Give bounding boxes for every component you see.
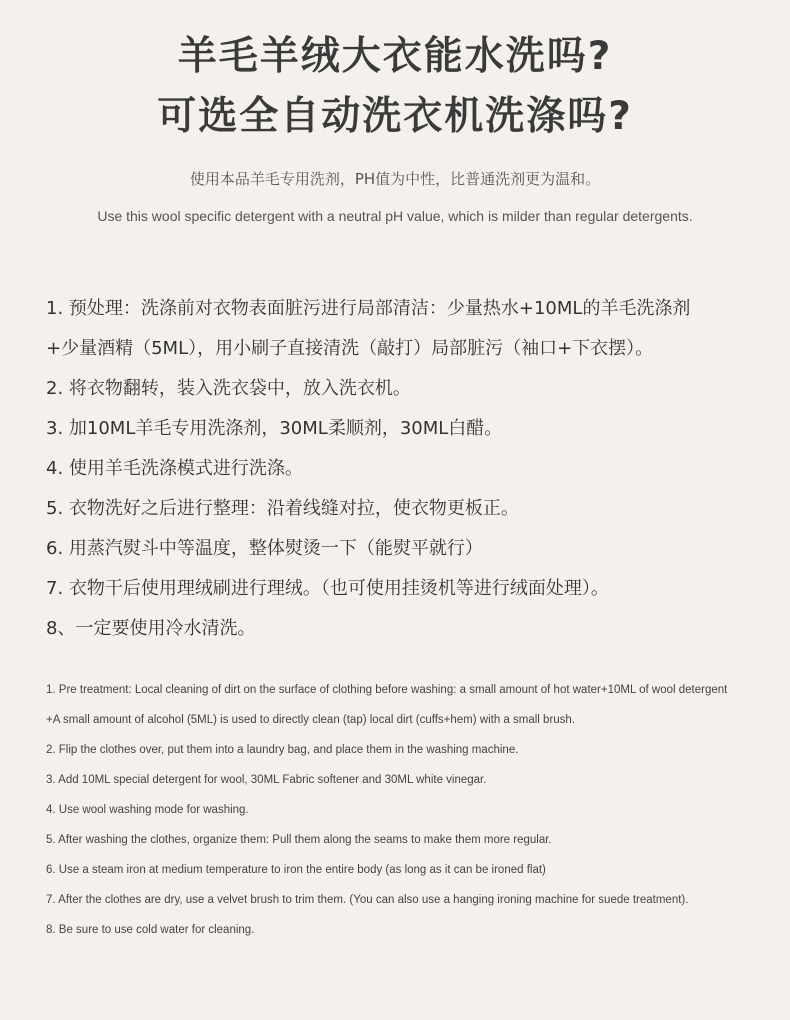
step-en-1: 1. Pre treatment: Local cleaning of dirt on the surface of clothing before washing: a small amount of hot water+10ML of wool detergent [46, 684, 728, 696]
step-cn-8: 8、一定要使用冷水清洗。 [46, 618, 256, 639]
step-en-7: 7. After the clothes are dry, use a velvet brush to trim them. (You can also use a hanging ironing machine for suede treatment). [46, 894, 689, 906]
step-en-6: 6. Use a steam iron at medium temperature to iron the entire body (as long as it can be ironed flat) [46, 864, 546, 876]
subtitle-english: Use this wool specific detergent with a neutral pH value, which is milder than regular detergents. [97, 208, 693, 224]
step-cn-1-continued: +少量酒精（5ML），用小刷子直接清洗（敲打）局部脏污（袖口+下衣摆）。 [46, 338, 654, 359]
step-cn-1: 1. 预处理：洗涤前对衣物表面脏污进行局部清洁：少量热水+10ML的羊毛洗涤剂 [46, 298, 691, 319]
step-cn-7: 7. 衣物干后使用理绒刷进行理绒。（也可使用挂烫机等进行绒面处理）。 [46, 578, 609, 599]
step-cn-6: 6. 用蒸汽熨斗中等温度，整体熨烫一下（能熨平就行） [46, 538, 483, 559]
page-title-line-2: 可选全自动洗衣机洗涤吗? [157, 94, 633, 139]
steps-list-english [46, 683, 751, 953]
step-en-1-continued: +A small amount of alcohol (5ML) is used to directly clean (tap) local dirt (cuffs+hem) with a small brush. [46, 714, 576, 726]
steps-list-chinese [46, 294, 756, 654]
step-en-8: 8. Be sure to use cold water for cleaning. [46, 924, 255, 936]
step-en-2: 2. Flip the clothes over, put them into a laundry bag, and place them in the washing machine. [46, 744, 519, 756]
step-cn-4: 4. 使用羊毛洗涤模式进行洗涤。 [46, 458, 303, 479]
page-title-line-1: 羊毛羊绒大衣能水洗吗? [177, 34, 613, 79]
subtitle-chinese: 使用本品羊毛专用洗剂，PH值为中性，比普通洗剂更为温和。 [189, 170, 601, 188]
step-en-4: 4. Use wool washing mode for washing. [46, 804, 249, 816]
step-cn-5: 5. 衣物洗好之后进行整理：沿着线缝对拉，使衣物更板正。 [46, 498, 519, 519]
step-cn-2: 2. 将衣物翻转，装入洗衣袋中，放入洗衣机。 [46, 378, 411, 399]
step-en-5: 5. After washing the clothes, organize them: Pull them along the seams to make them more regular. [46, 834, 552, 846]
step-cn-3: 3. 加10ML羊毛专用洗涤剂，30ML柔顺剂，30ML白醋。 [46, 418, 503, 439]
step-en-3: 3. Add 10ML special detergent for wool, 30ML Fabric softener and 30ML white vinegar. [46, 774, 487, 786]
